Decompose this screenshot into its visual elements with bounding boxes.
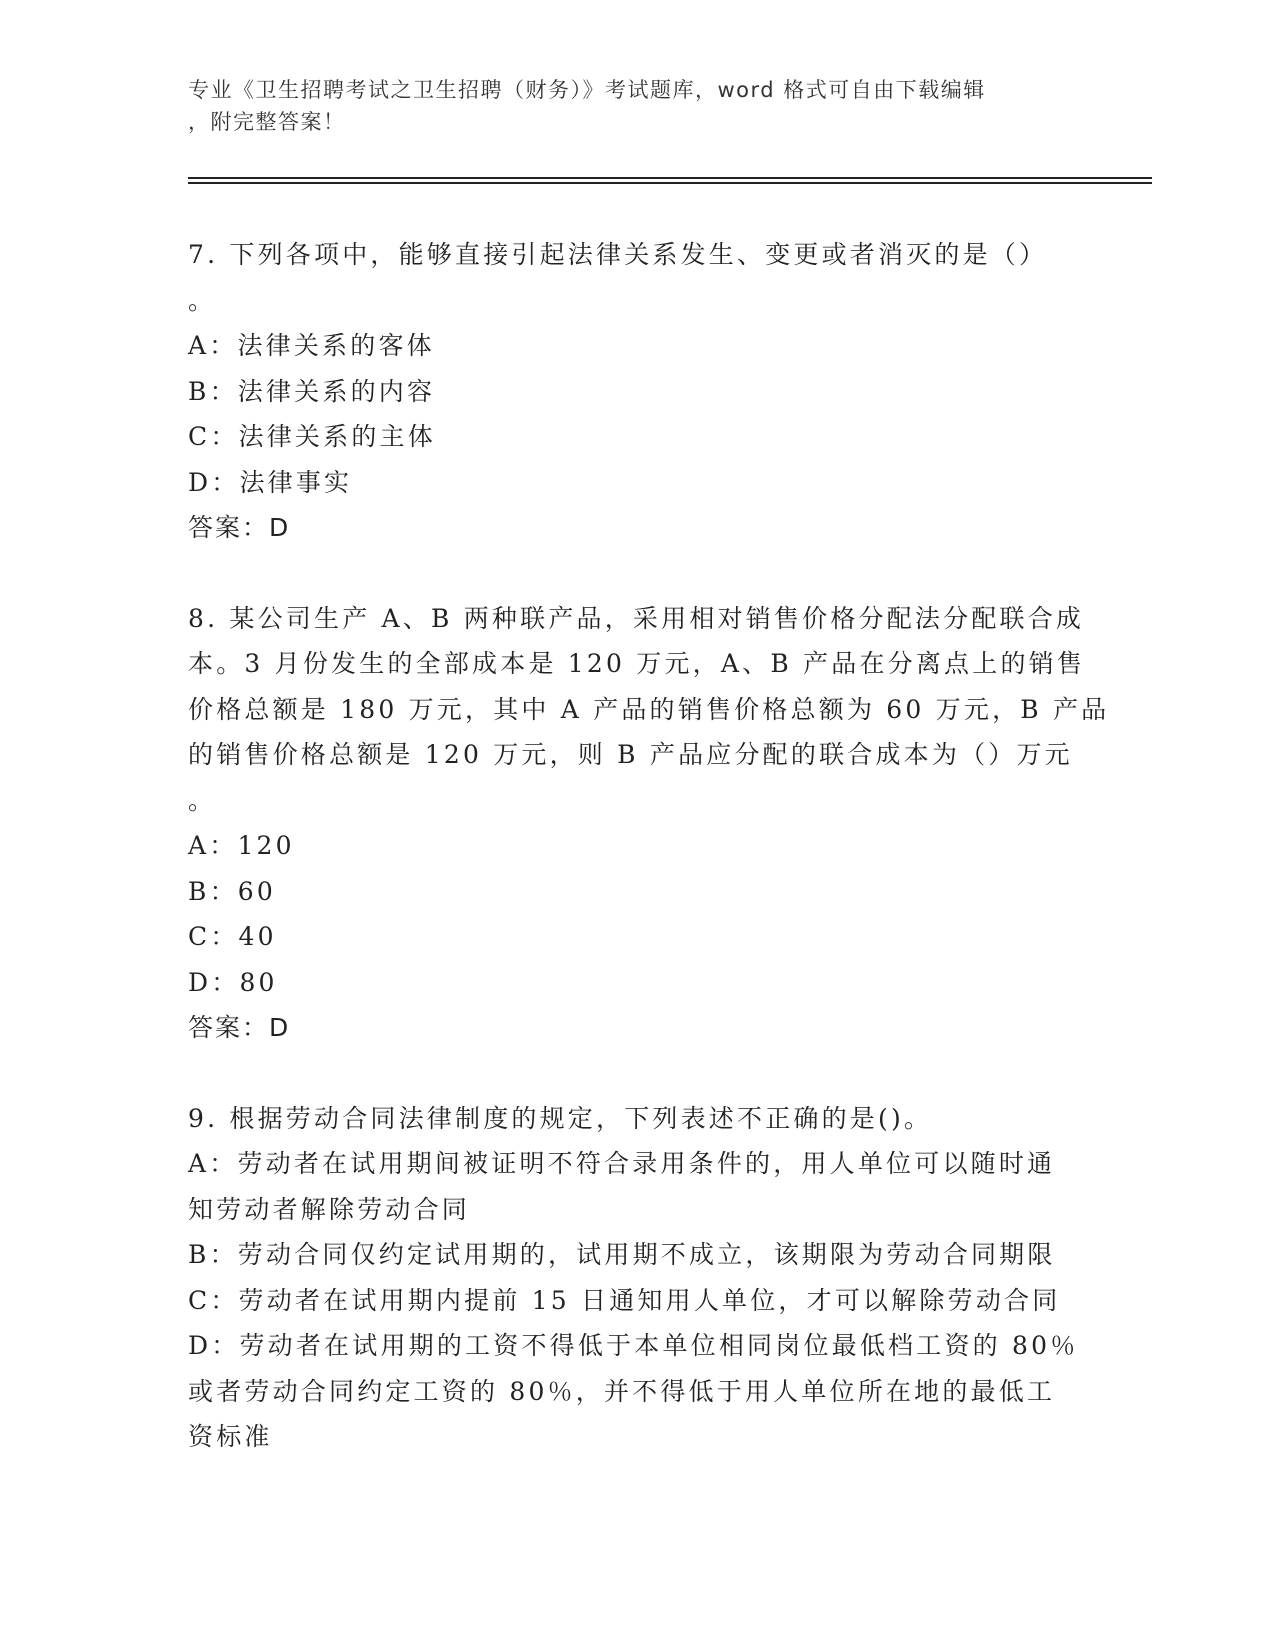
question-text: 。	[188, 785, 217, 815]
answer: 答案：D	[188, 513, 291, 542]
document-header	[188, 74, 1088, 138]
option-c: C：40	[188, 922, 277, 951]
header-divider-top	[188, 177, 1152, 179]
option-d-continued: 资标准	[188, 1422, 273, 1451]
option-d: D：80	[188, 967, 278, 997]
question-9	[188, 1096, 1088, 1460]
option-a-continued: 知劳动者解除劳动合同	[188, 1194, 471, 1224]
spacer	[188, 1051, 1088, 1096]
question-8	[188, 596, 1110, 1051]
option-a: A：劳动者在试用期间被证明不符合录用条件的，用人单位可以随时通	[188, 1149, 1056, 1178]
option-c: C：劳动者在试用期内提前 15 日通知用人单位，才可以解除劳动合同	[188, 1285, 1061, 1315]
header-divider-bottom	[188, 182, 1152, 184]
option-d: D：法律事实	[188, 467, 353, 497]
question-text: 本。3 月份发生的全部成本是 120 万元，A、B 产品在分离点上的销售	[188, 649, 1086, 678]
option-b: B：60	[188, 876, 276, 906]
spacer	[188, 551, 1088, 596]
option-d: D：劳动者在试用期的工资不得低于本单位相同岗位最低档工资的 80％	[188, 1331, 1079, 1360]
question-text: 价格总额是 180 万元，其中 A 产品的销售价格总额为 60 万元，B 产品	[188, 694, 1110, 724]
question-text: 的销售价格总额是 120 万元，则 B 产品应分配的联合成本为（）万元	[188, 740, 1073, 769]
question-text: 9. 根据劳动合同法律制度的规定，下列表述不正确的是()。	[188, 1103, 933, 1133]
option-b: B：劳动合同仅约定试用期的，试用期不成立，该期限为劳动合同期限	[188, 1240, 1056, 1269]
question-text: 。	[188, 285, 217, 315]
header-line-2: ，附完整答案！	[188, 110, 346, 134]
option-a: A：120	[188, 831, 295, 860]
option-c: C：法律关系的主体	[188, 422, 436, 451]
question-text: 7. 下列各项中，能够直接引起法律关系发生、变更或者消灭的是（）	[188, 240, 1048, 269]
option-d-continued: 或者劳动合同约定工资的 80％，并不得低于用人单位所在地的最低工	[188, 1376, 1056, 1406]
option-b: B：法律关系的内容	[188, 376, 436, 406]
question-text: 8. 某公司生产 A、B 两种联产品，采用相对销售价格分配法分配联合成	[188, 603, 1085, 633]
question-list	[188, 232, 1110, 1460]
answer: 答案：D	[188, 1013, 291, 1042]
question-7	[188, 232, 1088, 551]
option-a: A：法律关系的客体	[188, 331, 435, 360]
header-line-1: 专业《卫生招聘考试之卫生招聘（财务）》考试题库，word 格式可自由下载编辑	[188, 78, 986, 102]
